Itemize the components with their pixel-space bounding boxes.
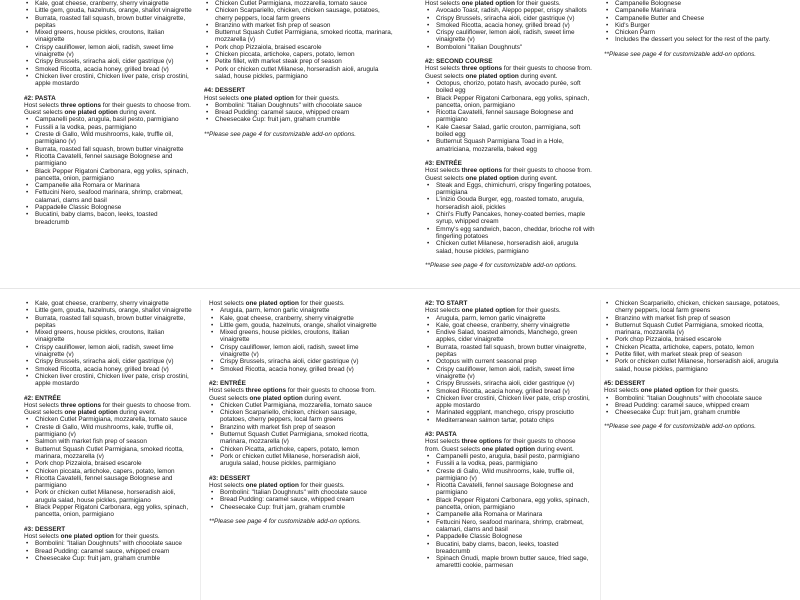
menu-item: • Salmon with market fish prep of season [24, 438, 192, 445]
menu-item-list [204, 102, 394, 124]
menu-item-list [425, 182, 595, 255]
menu-item: • Chicken liver crostini, Chicken liver pate, crisp crostini, apple mostardo [24, 73, 192, 88]
course-heading: #2: TO START [425, 300, 468, 307]
menu-item: • Kale, goat cheese, cranberry, sherry vinaigrette [24, 0, 192, 7]
menu-item: • Kale Caesar Salad, garlic crouton, parmigiana, soft boiled egg [425, 124, 595, 139]
instruction-text: Host selects [209, 387, 246, 395]
menu-item: • Campanelli pesto, arugula, basil pesto, parmigiano [24, 116, 192, 123]
menu-item: • Butternut Squash Cutlet Parmigiana, smoked ricotta, marinara, mozzarella (v) [209, 431, 379, 446]
column-bottom-3 [425, 300, 590, 570]
column-top-2 [204, 0, 394, 138]
menu-item-list [209, 307, 379, 373]
menu-item: • Campanelle alla Romana or Marinara [425, 511, 590, 518]
menu-item: • Crispy cauliflower, lemon aioli, radish, sweet lime vinaigrette (v) [24, 44, 192, 59]
menu-item: • Little gem, gouda, hazelnuts, orange, shallot vinaigrette [24, 307, 192, 314]
selection-count: one plated option [465, 72, 519, 80]
menu-item: • Little gem, gouda, hazelnuts, orange, shallot vinaigrette [24, 7, 192, 14]
column-bottom-2 [209, 300, 379, 525]
menu-item: • Emmy's egg sandwich, bacon, cheddar, brioche roll with fingerling potatoes [425, 226, 595, 241]
course-instructions [604, 387, 782, 394]
selection-count: one plated option [245, 481, 299, 489]
menu-item-list [604, 0, 776, 44]
menu-item: • Black Pepper Rigatoni Carbonara, egg yolks, spinach, pancetta, onion, parmigiano [24, 168, 192, 183]
instruction-text: during event. [535, 445, 574, 453]
menu-item: • Branzino with market fish prep of season [204, 22, 394, 29]
menu-item: • Campanelli pesto, arugula, basil pesto, parmigiano [425, 453, 590, 460]
selection-count: one plated option [461, 0, 515, 7]
menu-item: • Creste di Gallo, Wild mushrooms, kale, truffle oil, parmigiano (v) [24, 424, 192, 439]
course-instructions [204, 95, 394, 102]
menu-item: • Bombolini: "Italian Doughnuts" with chocolate sauce [209, 489, 379, 496]
course-heading: #3: DESSERT [24, 525, 66, 533]
menu-item: • Chicken cutlet Milanese, horseradish aioli, arugula salad, house pickles, parmigiano [425, 240, 595, 255]
instruction-text: for their guests. [293, 94, 340, 102]
menu-item: • Little gem, gouda, hazelnuts, orange, shallot vinaigrette [209, 322, 379, 329]
menu-item: • Pappadelle Classic Bolognese [24, 204, 192, 211]
course-heading: #3: ENTRÉE [425, 159, 462, 167]
menu-item: • Campanelle alla Romara or Marinara [24, 182, 192, 189]
menu-item: • Octopus with current seasonal prep [425, 358, 590, 365]
menu-item: • Butternut Squash Cutlet Parmigiana, smoked ricotta, marinara, mozzarella (v) [24, 446, 192, 461]
menu-item: • Branzino with market fish prep of season [604, 315, 782, 322]
selection-count: three options [60, 401, 102, 409]
menu-item: • Smoked Ricotta, acacia honey, grilled bread (v) [209, 366, 379, 373]
menu-item: • Chiri's Fluffy Pancakes, honey-coated berries, maple syrup, whipped cream [425, 211, 595, 226]
instruction-text: Host selects [425, 438, 462, 446]
instruction-text: Host selects [204, 94, 241, 102]
add-on-note: **Please see page 4 for customizable add-on options. [204, 130, 357, 138]
menu-item: • Chicken Cutlet Parmigiana, mozzarella, tomato sauce [24, 416, 192, 423]
instruction-text: during event. [518, 72, 558, 80]
instruction-text: for their guests to choose from. Guest selects [209, 387, 376, 402]
page-divider [0, 288, 800, 289]
course-heading: #2: SECOND COURSE [425, 58, 493, 66]
selection-count: one plated option [60, 532, 114, 540]
menu-item: • Mixed greens, house pickles, croutons, Italian vinaigrette [24, 329, 192, 344]
menu-item: • Creste di Gallo, Wild mushrooms, kale, truffle oil, parmigiano (v) [24, 131, 192, 146]
menu-item: • Bread Pudding: caramel sauce, whipped cream [209, 496, 379, 503]
menu-item-list [24, 416, 192, 518]
menu-item: • Bombolini: "Italian Doughnuts" with chocolate sauce [604, 395, 782, 402]
menu-item: • Chicken Scarpariello, chicken, chicken sausage, potatoes, cherry peppers, local farm greens [604, 300, 782, 315]
menu-item: • Creste di Gallo, Wild mushrooms, kale, truffle oil, parmigiano (v) [425, 468, 590, 483]
menu-item: • Chicken liver crostini, Chicken liver pate, crisp crostini, apple mostardo [24, 373, 192, 388]
menu-item: • Bomboloni "Italian Doughnuts" [425, 44, 595, 51]
menu-item: • Pork or chicken cutlet Milanese, horseradish aioli, arugula salad, house pickles, parmigiano [204, 66, 394, 81]
course-instructions [24, 533, 192, 540]
instruction-text: Host selects [209, 481, 246, 489]
instruction-text: during event. [518, 174, 558, 182]
menu-item: • Bombolini: "Italian Doughnuts" with chocolate sauce [204, 102, 394, 109]
selection-count: three options [245, 387, 287, 395]
menu-item: • Chicken Cutlet Parmigiana, mozzarella, tomato sauce [209, 402, 379, 409]
menu-item: • Fettucini Nero, seafood marinara, shrimp, crabmeat, calamari, clams and basil [425, 519, 590, 534]
course-instructions [425, 65, 595, 80]
menu-item: • Cheesecake Cup: fruit jam, graham crumble [604, 409, 782, 416]
add-on-note: **Please see page 4 for customizable add-on options. [604, 423, 757, 431]
course-instructions [425, 307, 590, 314]
instruction-text: for their guests to choose from. Guest selects [24, 101, 191, 117]
menu-item: • Includes the dessert you select for the rest of the party. [604, 36, 776, 43]
add-on-note: **Please see page 4 for customizable add-on options. [209, 518, 362, 526]
instruction-text: Host selects [425, 65, 462, 73]
column-divider [600, 300, 601, 600]
instruction-text: during event. [302, 394, 342, 402]
instruction-text: for their guests to choose from. Guest selects [425, 438, 576, 453]
menu-item: • Spinach Gnudi, maple brown butter sauce, fried sage, amarettti cookie, parmesan [425, 555, 590, 570]
selection-count: one plated option [461, 307, 515, 315]
instruction-text: Host selects [209, 300, 246, 307]
menu-item: • Kid's Burger [604, 22, 776, 29]
selection-count: three options [461, 438, 503, 446]
menu-item: • L'inizio Gouda Burger, egg, roasted tomato, arugula, horseradish aioli, pickles [425, 196, 595, 211]
selection-count: three options [461, 167, 503, 175]
selection-count: one plated option [465, 174, 519, 182]
menu-item: • Smoked Ricotta, acacia honey, grilled bread (v) [425, 22, 595, 29]
column-top-1 [24, 0, 192, 226]
menu-item: • Crispy cauliflower, lemon aioli, radish, sweet lime vinaigrette (v) [425, 366, 590, 381]
menu-item: • Endive Salad, toasted almonds, Manchego, green apples, cider vinaigrette [425, 329, 590, 344]
add-on-note: **Please see page 4 for customizable add-on options. [425, 261, 578, 269]
menu-item: • Kale, goat cheese, cranberry, sherry vinaigrette [209, 315, 379, 322]
menu-item-list [24, 300, 192, 388]
menu-item: • Butternut Squash Cutlet Parmigiana, smoked ricotta, marinara, mozzarella (v) [604, 322, 782, 337]
menu-item: • Octopus, chorizo, potato hash, avocado purée, soft boiled egg [425, 80, 595, 95]
menu-item: • Pork chop Pizzaiola, braised escarole [24, 460, 192, 467]
menu-item: • Black Pepper Rigatoni Carbonara, egg yolks, spinach, pancetta, onion, parmigiano [425, 497, 590, 512]
menu-item: • Crispy Brussels, sriracha aioli, cider gastrique (v) [209, 358, 379, 365]
menu-item: • Cheesecake Cup: fruit jam, graham crumble [209, 504, 379, 511]
course-heading: #3: DESSERT [209, 474, 251, 482]
selection-count: one plated option [64, 109, 118, 117]
menu-item: • Chicken liver crostini, Chicken liver pate, crisp crostini, apple mostardo [425, 395, 590, 410]
menu-item: • Petite fillet, with market steak prep of season [604, 351, 782, 358]
instruction-text: for their guests. [298, 300, 345, 307]
menu-item: • Petite fillet, with market steak prep of season [204, 58, 394, 65]
menu-item-list [209, 489, 379, 511]
menu-item: • Campanelle Marinara [604, 7, 776, 14]
instruction-text: for their guests. [113, 532, 160, 540]
instruction-text: Host selects [24, 401, 61, 409]
instruction-text: during event. [117, 109, 157, 117]
menu-item: • Mixed greens, house pickles, croutons, Italian vinaigrette [24, 29, 192, 44]
column-divider [200, 300, 201, 600]
menu-item: • Kale, goat cheese, cranberry, sherry vinaigrette [24, 300, 192, 307]
menu-item: • Kale, goat cheese, cranberry, sherry vinaigrette [425, 322, 590, 329]
course-instructions [425, 0, 595, 7]
menu-item: • Avocado Toast, radish, Aleppo pepper, crispy shallots [425, 7, 595, 14]
menu-item: • Burrata, roasted fall squash, brown butter vinaigrette [24, 146, 192, 153]
menu-item: • Smoked Ricotta, acacia honey, grilled bread (v) [425, 388, 590, 395]
instruction-text: Host selects [425, 307, 462, 315]
instruction-text: for their guests to choose from. Guest selects [425, 65, 592, 80]
menu-item-list [425, 453, 590, 570]
selection-count: one plated option [249, 394, 303, 402]
menu-item-list [204, 0, 394, 80]
menu-item: • Ricotta Cavatelli, fennel sausage Bolognese and parmigiano [24, 153, 192, 168]
menu-item: • Chicken Scarpariello, chicken, chicken sausage, potatoes, cherry peppers, local farm greens [204, 7, 394, 22]
menu-item: • Burrata, roasted fall squash, brown butter vinaigrette, pepitas [24, 15, 192, 30]
menu-item-list [24, 540, 192, 562]
menu-item: • Smoked Ricotta, acacia honey, grilled bread (v) [24, 66, 192, 73]
course-instructions [425, 438, 590, 453]
instruction-text: Host selects [24, 101, 61, 109]
menu-item: • Bread Pudding: caramel sauce, whipped cream [24, 548, 192, 555]
menu-item-list [24, 0, 192, 88]
menu-item: • Ricotta Cavatelli, fennel sausage Bolognese and parmigiano [425, 482, 590, 497]
menu-item: • Arugula, parm, lemon garlic vinaigrette [209, 307, 379, 314]
menu-item: • Campanelle Bolognese [604, 0, 776, 7]
course-instructions [425, 167, 595, 182]
column-bottom-1 [24, 300, 192, 562]
menu-item: • Chicken Scarpariello, chicken, chicken sausage, potatoes, cherry peppers, local farm greens [209, 409, 379, 424]
menu-item: • Crispy Brussels, sriracha aioli, cider gastrique (v) [24, 58, 192, 65]
menu-item: • Butternut Squash Cutlet Parmigiana, smoked ricotta, marinara, mozzarella (v) [204, 29, 394, 44]
selection-count: three options [60, 101, 102, 109]
menu-item-list [425, 80, 595, 153]
menu-item: • Crispy Brussels, sriracha aioli, cider gastrique (v) [425, 15, 595, 22]
selection-count: one plated option [481, 445, 536, 453]
menu-item: • Chicken Picatta, artichoke, capers, potato, lemon [209, 446, 379, 453]
menu-item: • Chicken piccata, artichoke, capers, potato, lemon [24, 468, 192, 475]
selection-count: one plated option [245, 300, 299, 307]
menu-item: • Chicken piccata, artichoke, capers, potato, lemon [204, 51, 394, 58]
menu-item: • Chicken Parm [604, 29, 776, 36]
menu-item: • Black Pepper Rigatoni Carbonara, egg yolks, spinach, pancetta, onion, parmigiano [24, 504, 192, 519]
menu-item: • Fussili a la vodka, peas, parmigiano [24, 124, 192, 131]
menu-item: • Crispy Brussels, sriracha aioli, cider gastrique (v) [425, 380, 590, 387]
menu-item: • Bread Pudding: caramel sauce, whipped cream [204, 109, 394, 116]
menu-item: • Mixed greens, house pickles, croutons, Italian vinaigrette [209, 329, 379, 344]
menu-item: • Pork or chicken cutlet Milanese, horseradish aioli, arugula salad, house pickles, parmigiano [24, 489, 192, 504]
instruction-text: for their guests to choose from. Guest selects [24, 401, 191, 417]
menu-item: • Arugula, parm, lemon garlic vinaigrette [425, 315, 590, 322]
menu-item: • Crispy Brussels, sriracha aioli, cider gastrique (v) [24, 358, 192, 365]
menu-item: • Cheesecake Cup: fruit jam, graham crumble [24, 555, 192, 562]
menu-item: • Bombolini: "Italian Doughnuts" with chocolate sauce [24, 540, 192, 547]
menu-item: • Crispy cauliflower, lemon aioli, radish, sweet lime vinaigrette (v) [24, 344, 192, 359]
instruction-text: Host selects [604, 387, 641, 395]
column-top-4 [604, 0, 776, 58]
course-instructions [24, 402, 192, 417]
instruction-text: for their guests. [693, 387, 740, 395]
menu-item: • Black Pepper Rigatoni Carbonara, egg yolks, spinach, pancetta, onion, parmigiano [425, 95, 595, 110]
menu-item: • Pappadelle Classic Bolognese [425, 533, 590, 540]
course-heading: #3: PASTA [425, 431, 457, 439]
menu-item-list [425, 7, 595, 51]
course-instructions [209, 300, 379, 307]
course-instructions [209, 482, 379, 489]
selection-count: one plated option [64, 409, 118, 417]
menu-item: • Fettucini Nero, seafood marinara, shrimp, crabmeat, calamari, clams and basil [24, 189, 192, 204]
menu-item: • Chicken Picatta, artichoke, capers, potato, lemon [604, 344, 782, 351]
course-instructions [24, 102, 192, 117]
add-on-note: **Please see page 4 for customizable add-on options. [604, 50, 757, 58]
menu-item: • Burrata, roasted fall squash, brown butter vinaigrette, pepitas [425, 344, 590, 359]
instruction-text: during event. [117, 409, 157, 417]
menu-item: • Smoked Ricotta, acacia honey, grilled bread (v) [24, 366, 192, 373]
menu-item: • Crispy cauliflower, lemon aioli, radish, sweet lime vinaigrette (v) [425, 29, 595, 44]
menu-item: • Bucatini, baby clams, bacon, leeks, toasted breadcrumb [425, 541, 590, 556]
selection-count: three options [461, 65, 503, 73]
instruction-text: for their guests. [514, 0, 561, 7]
menu-item: • Branzino with market fish prep of season [209, 424, 379, 431]
menu-item: • Pork chop Pizzaiola, braised escarole [204, 44, 394, 51]
course-heading: #5: DESSERT [604, 379, 646, 387]
menu-item-list [425, 315, 590, 424]
menu-item: • Butternut Squash Parmigiana Toad in a Hole, amatriciana, mozzarella, baked egg [425, 138, 595, 153]
course-instructions [209, 387, 379, 402]
menu-item-list [24, 116, 192, 225]
menu-item: • Fussili a la vodka, peas, parmigiano [425, 460, 590, 467]
menu-item: • Ricotta Cavatelli, fennel sausage Bolognese and parmigiano [425, 109, 595, 124]
menu-item-list [604, 300, 782, 373]
column-top-3 [425, 0, 595, 269]
instruction-text: Host selects [24, 532, 61, 540]
instruction-text: Host selects [425, 167, 462, 175]
menu-item: • Chicken Cutlet Parmigiana, mozzarella, tomato sauce [204, 0, 394, 7]
course-heading: #2: PASTA [24, 94, 56, 102]
menu-item: • Ricotta Cavatelli, fennel sausage Bolognese and parmigiano [24, 475, 192, 490]
course-heading: #2: ENTRÉE [209, 379, 246, 387]
menu-item: • Pork or chicken cutlet Milanese, horseradish aioli, arugula salad, house pickles, parmigiano [209, 453, 379, 468]
menu-item-list [604, 395, 782, 417]
menu-item: • Crispy cauliflower, lemon aioli, radish, sweet lime vinaigrette (v) [209, 344, 379, 359]
menu-item: • Pork chop Pizzaiola, braised escarole [604, 336, 782, 343]
menu-item: • Steak and Eggs, chimichurri, crispy fingerling potatoes, parmigiana [425, 182, 595, 197]
menu-item: • Campanelle Butter and Cheese [604, 15, 776, 22]
menu-item: • Cheesecake Cup: fruit jam, graham crumble [204, 116, 394, 123]
selection-count: one plated option [640, 387, 694, 395]
instruction-text: for their guests. [514, 307, 561, 315]
menu-item: • Marinated eggplant, manchego, crispy prosciutto [425, 409, 590, 416]
column-bottom-4 [604, 300, 782, 431]
menu-item: • Mediterranean salmon tartar, potato chips [425, 417, 590, 424]
instruction-text: for their guests to choose from. Guest selects [425, 167, 592, 182]
course-heading: #4: DESSERT [204, 87, 246, 95]
menu-item: • Pork or chicken cutlet Milanese, horseradish aioli, arugula salad, house pickles, parmigiano [604, 358, 782, 373]
menu-item: • Bread Pudding: caramel sauce, whipped cream [604, 402, 782, 409]
course-heading: #2: ENTRÉE [24, 394, 61, 402]
selection-count: one plated option [240, 94, 294, 102]
instruction-text: for their guests. [298, 481, 345, 489]
menu-item: • Burrata, roasted fall squash, brown butter vinaigrette, pepitas [24, 315, 192, 330]
menu-item: • Bucatini, baby clams, bacon, leeks, toasted breadcrumb [24, 211, 192, 226]
menu-item-list [209, 402, 379, 468]
instruction-text: Host selects [425, 0, 462, 7]
